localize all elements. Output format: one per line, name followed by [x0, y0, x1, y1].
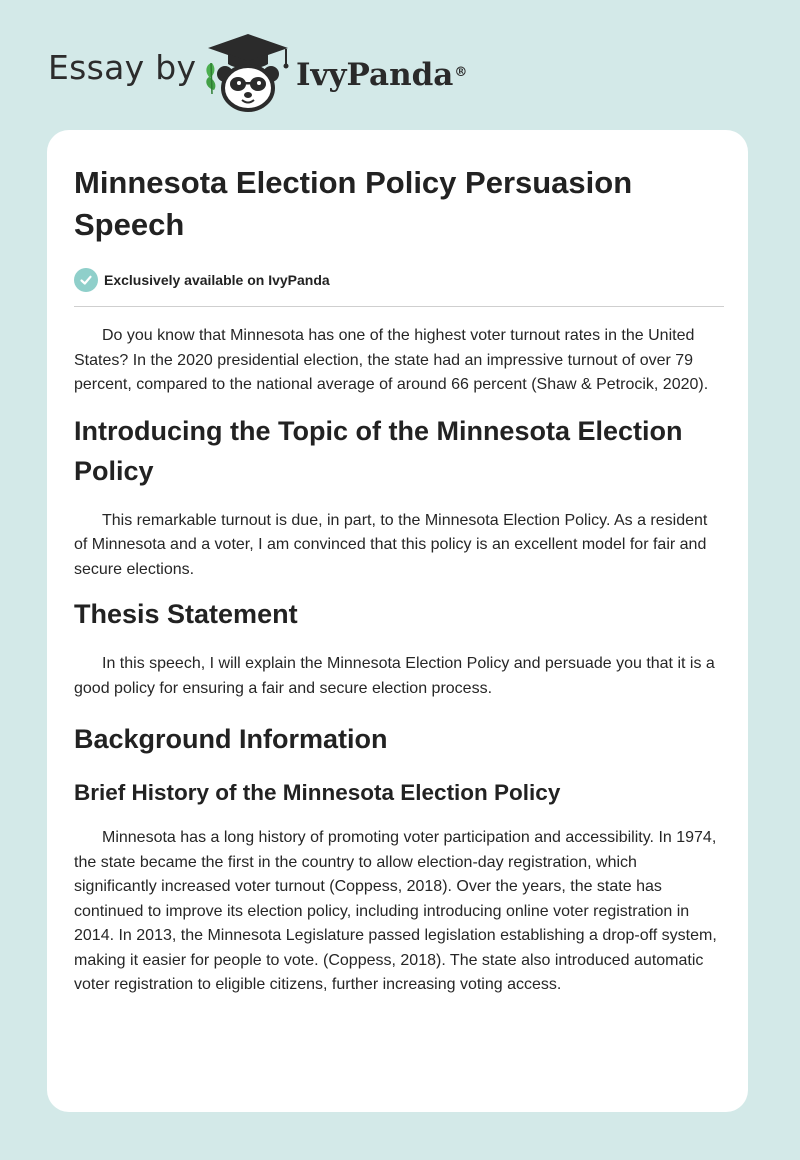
section-heading-thesis-statement: Thesis Statement [74, 599, 298, 629]
intro-paragraph: Do you know that Minnesota has one of the highest voter turnout rates in the United States? In the 2020 presidential election, the state had an impressive turnout of over 79 percent, compared to the national average of around 66 percent (Shaw & Petrocik, 2020). [74, 327, 709, 393]
essay-content [74, 162, 724, 998]
essay-title: Minnesota Election Policy Persuasion Speech [74, 165, 633, 242]
brand-name: IvyPanda [296, 57, 454, 93]
thesis-statement-paragraph: In this speech, I will explain the Minnesota Election Policy and persuade you that it is a good policy for ensuring a fair and secure election process. [74, 655, 715, 697]
subheading-brief-history: Brief History of the Minnesota Election Policy [74, 780, 561, 805]
section-heading-background-information: Background Information [74, 724, 388, 754]
essay-card [47, 130, 748, 1112]
brief-history-paragraph: Minnesota has a long history of promoting voter participation and accessibility. In 1974, the state became the first in the country to allow election-day registration, which significantly increased voter turnout (Coppess, 2018). Over the years, the state has continued to improve its election policy, including introducing online voter registration in 2014. In 2013, the Minnesota Legislature passed legislation establishing a drop-off system, making it easier for people to vote. (Coppess, 2018). The state also introduced automatic voter registration to eligible citizens, further increasing voting access. [74, 829, 717, 993]
site-header [0, 0, 800, 130]
exclusive-badge-label: Exclusively available on IvyPanda [104, 272, 330, 288]
section-heading-introducing-topic: Introducing the Topic of the Minnesota Election Policy [74, 415, 683, 486]
title-divider [74, 306, 724, 307]
registered-mark: ® [454, 65, 468, 80]
checkmark-icon [74, 268, 98, 292]
exclusive-badge [74, 266, 724, 294]
introducing-topic-paragraph: This remarkable turnout is due, in part, to the Minnesota Election Policy. As a resident of Minnesota and a voter, I am convinced that this policy is an excellent model for fair and secure elections. [74, 511, 708, 578]
essay-by-label: Essay by [48, 48, 197, 87]
brand-logo-text[interactable] [296, 55, 467, 95]
panda-graduate-icon[interactable] [200, 30, 296, 114]
ivy-leaf-icon [206, 63, 215, 94]
